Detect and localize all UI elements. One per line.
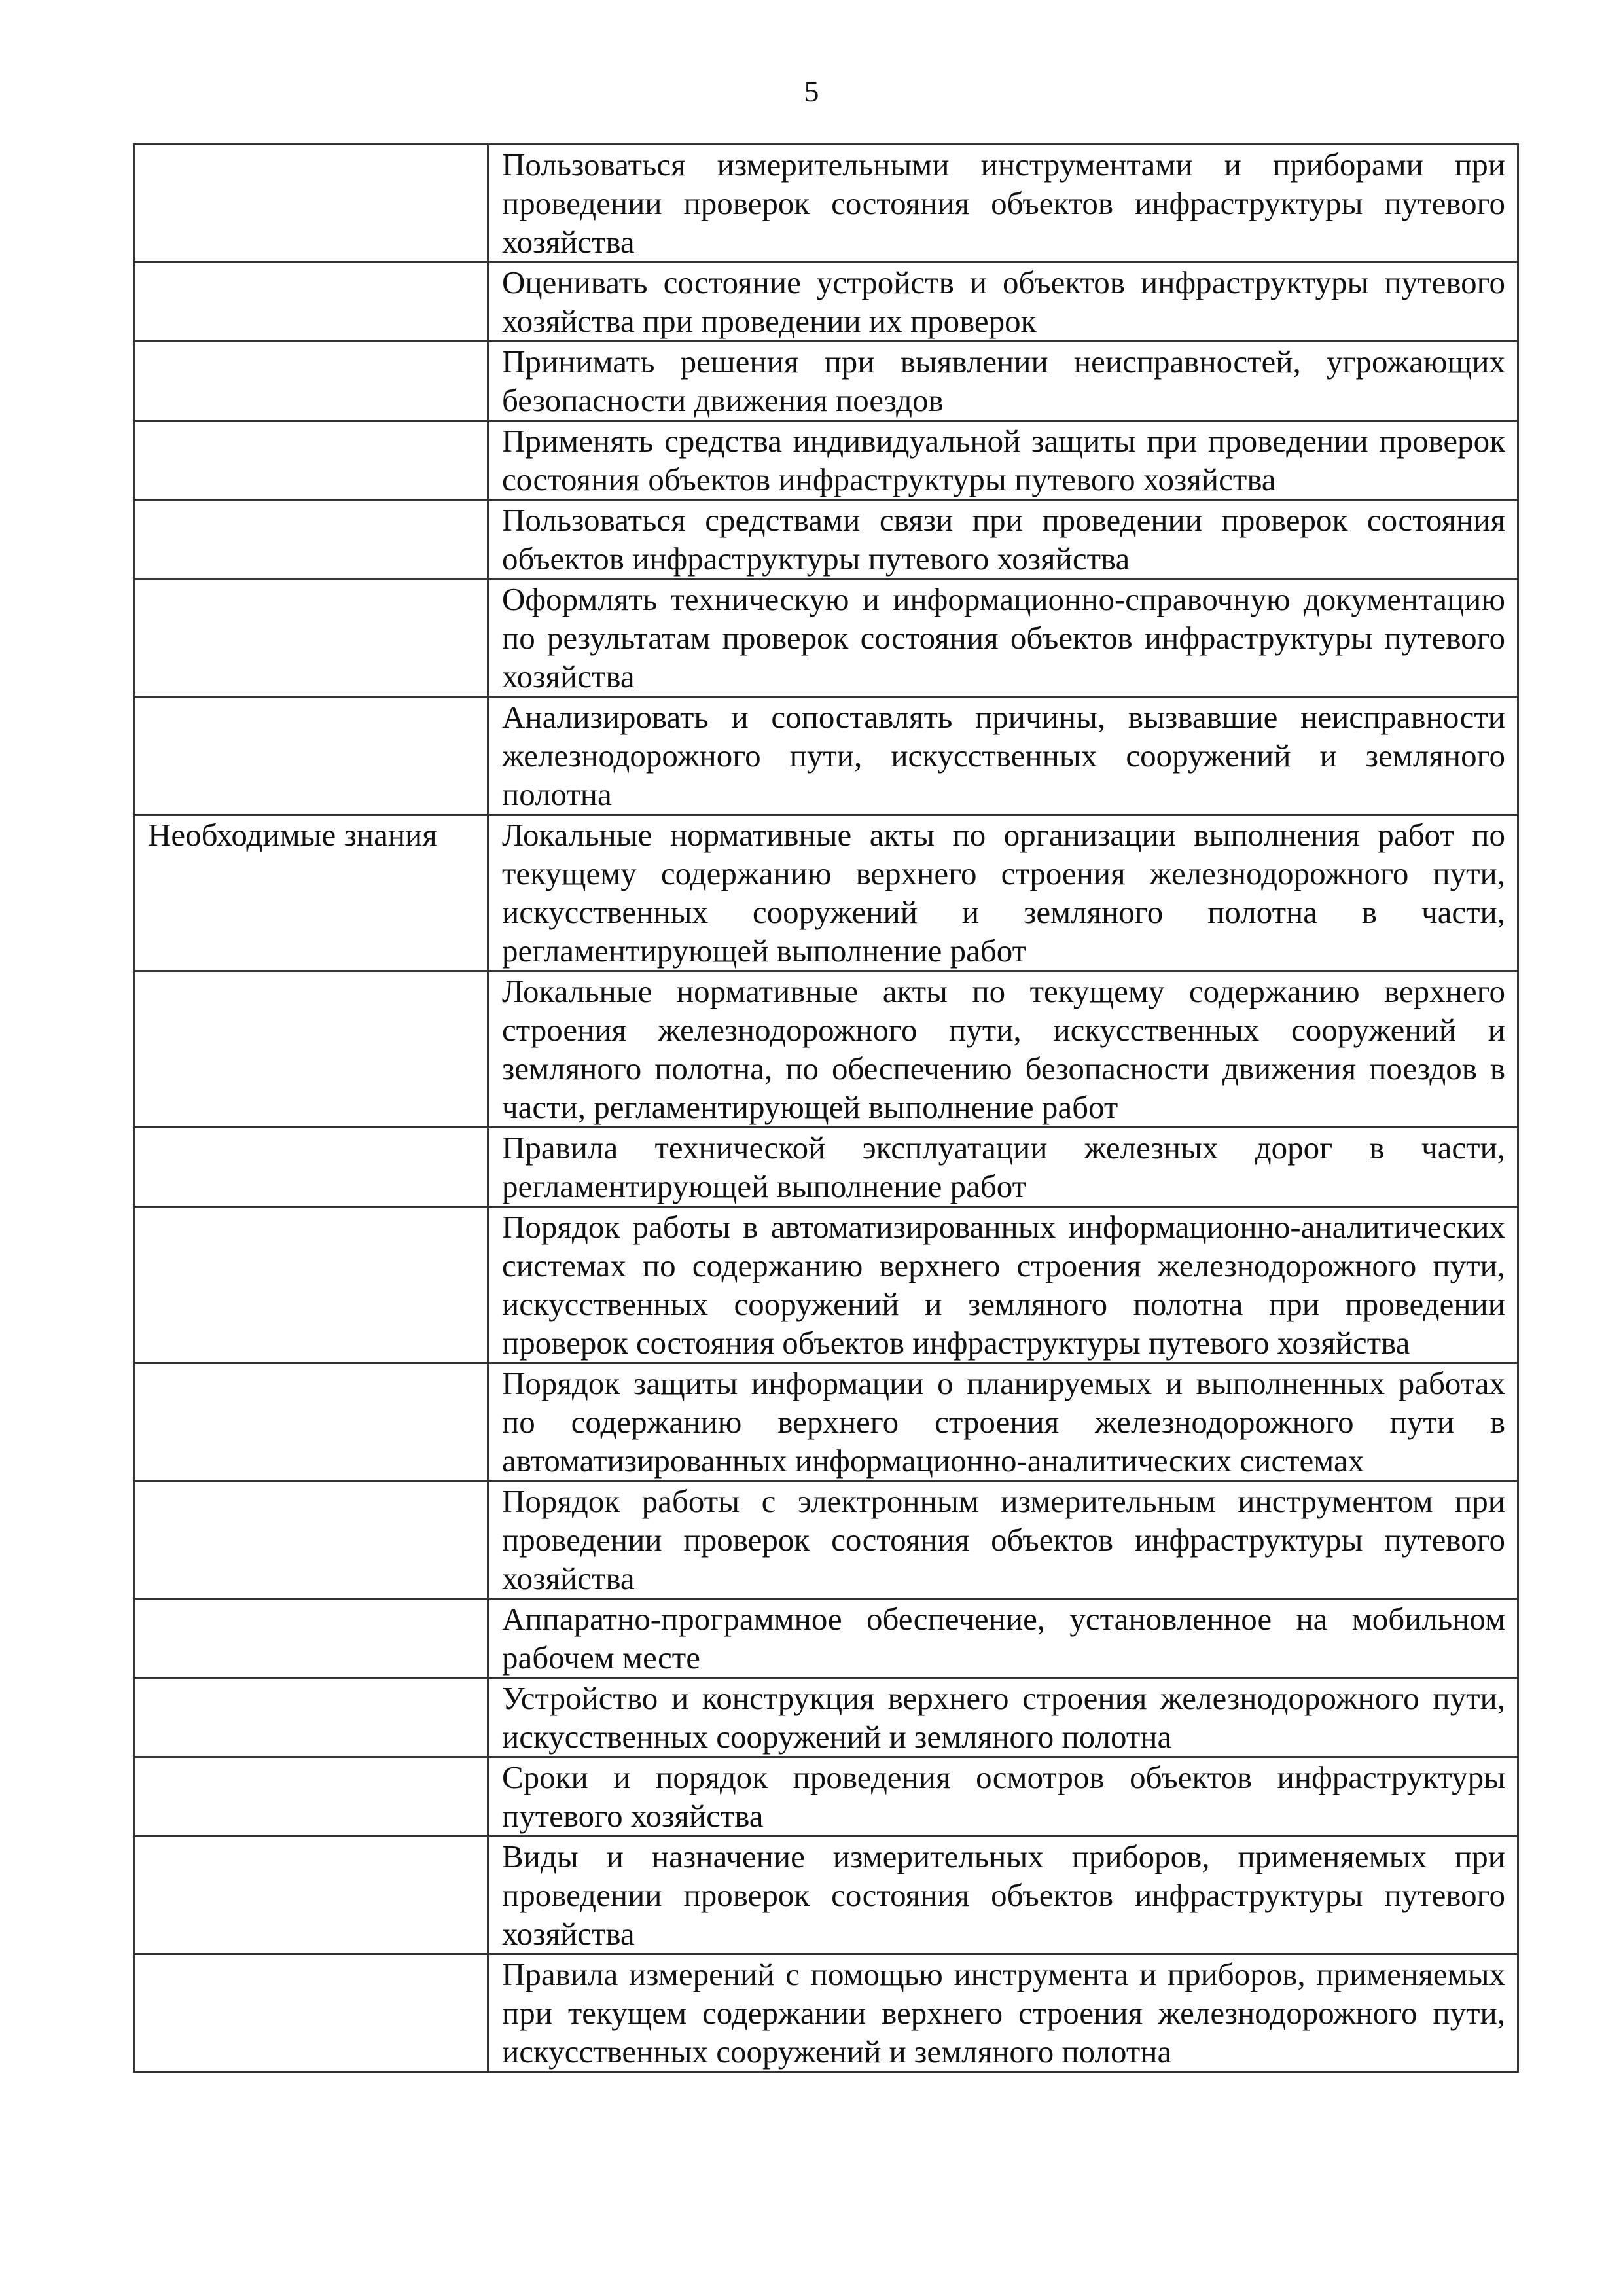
requirement-item: Принимать решения при выявлении неисправностей, угрожающих безопасности движения поездов <box>488 342 1518 421</box>
section-label <box>134 145 488 262</box>
section-label-continuation <box>134 1128 488 1207</box>
requirements-table-body <box>134 145 1518 2072</box>
requirement-item: Порядок защиты информации о планируемых и выполненных работах по содержанию верхнего строения железнодорожного пути в автоматизированных информационно-аналитических системах <box>488 1363 1518 1481</box>
table-row <box>134 697 1518 815</box>
section-label-continuation <box>134 1757 488 1837</box>
section-label-continuation <box>134 1481 488 1599</box>
table-row <box>134 579 1518 697</box>
page-number: 5 <box>804 75 819 108</box>
requirement-item: Порядок работы в автоматизированных информационно-аналитических системах по содержанию верхнего строения железнодорожного пути, искусственных сооружений и земляного полотна при проведении проверок состояния объектов инфраструктуры путевого хозяйства <box>488 1207 1518 1363</box>
table-row <box>134 262 1518 342</box>
section-label: Необходимые знания <box>134 815 488 971</box>
table-row <box>134 1128 1518 1207</box>
requirement-item: Аппаратно-программное обеспечение, установленное на мобильном рабочем месте <box>488 1599 1518 1678</box>
requirement-item: Локальные нормативные акты по организации выполнения работ по текущему содержанию верхнего строения железнодорожного пути, искусственных сооружений и земляного полотна в части, регламентирующей выполнение работ <box>488 815 1518 971</box>
requirement-item: Устройство и конструкция верхнего строения железнодорожного пути, искусственных сооружений и земляного полотна <box>488 1678 1518 1757</box>
section-label-continuation <box>134 1599 488 1678</box>
table-row <box>134 145 1518 262</box>
section-label-continuation <box>134 1678 488 1757</box>
requirement-item: Оформлять техническую и информационно-справочную документацию по результатам проверок состояния объектов инфраструктуры путевого хозяйства <box>488 579 1518 697</box>
section-label-continuation <box>134 1207 488 1363</box>
section-label-continuation <box>134 697 488 815</box>
requirement-item: Пользоваться средствами связи при проведении проверок состояния объектов инфраструктуры путевого хозяйства <box>488 500 1518 579</box>
table-row <box>134 1599 1518 1678</box>
section-label-continuation <box>134 1363 488 1481</box>
requirement-item: Локальные нормативные акты по текущему содержанию верхнего строения железнодорожного пути, искусственных сооружений и земляного полотна, по обеспечению безопасности движения поездов в части, регламентирующей выполнение работ <box>488 971 1518 1128</box>
section-label-continuation <box>134 1837 488 1954</box>
section-label-continuation <box>134 971 488 1128</box>
requirement-item: Порядок работы с электронным измерительным инструментом при проведении проверок состояния объектов инфраструктуры путевого хозяйства <box>488 1481 1518 1599</box>
requirement-item: Пользоваться измерительными инструментами и приборами при проведении проверок состояния объектов инфраструктуры путевого хозяйства <box>488 145 1518 262</box>
table-row <box>134 815 1518 971</box>
table-row <box>134 342 1518 421</box>
requirement-item: Правила технической эксплуатации железных дорог в части, регламентирующей выполнение работ <box>488 1128 1518 1207</box>
requirements-table <box>133 143 1519 2073</box>
table-row <box>134 1757 1518 1837</box>
table-row <box>134 1481 1518 1599</box>
section-label-continuation <box>134 342 488 421</box>
section-label-continuation <box>134 262 488 342</box>
requirement-item: Виды и назначение измерительных приборов, применяемых при проведении проверок состояния объектов инфраструктуры путевого хозяйства <box>488 1837 1518 1954</box>
requirement-item: Сроки и порядок проведения осмотров объектов инфраструктуры путевого хозяйства <box>488 1757 1518 1837</box>
table-row <box>134 971 1518 1128</box>
table-row <box>134 1363 1518 1481</box>
table-row <box>134 1837 1518 1954</box>
table-row <box>134 421 1518 500</box>
requirement-item: Правила измерений с помощью инструмента и приборов, применяемых при текущем содержании верхнего строения железнодорожного пути, искусственных сооружений и земляного полотна <box>488 1954 1518 2072</box>
requirement-item: Применять средства индивидуальной защиты при проведении проверок состояния объектов инфраструктуры путевого хозяйства <box>488 421 1518 500</box>
requirement-item: Оценивать состояние устройств и объектов инфраструктуры путевого хозяйства при проведении их проверок <box>488 262 1518 342</box>
requirement-item: Анализировать и сопоставлять причины, вызвавшие неисправности железнодорожного пути, искусственных сооружений и земляного полотна <box>488 697 1518 815</box>
table-row <box>134 1207 1518 1363</box>
section-label-continuation <box>134 1954 488 2072</box>
table-row <box>134 1678 1518 1757</box>
section-label-continuation <box>134 421 488 500</box>
section-label-continuation <box>134 579 488 697</box>
table-row <box>134 500 1518 579</box>
table-row <box>134 1954 1518 2072</box>
section-label-continuation <box>134 500 488 579</box>
